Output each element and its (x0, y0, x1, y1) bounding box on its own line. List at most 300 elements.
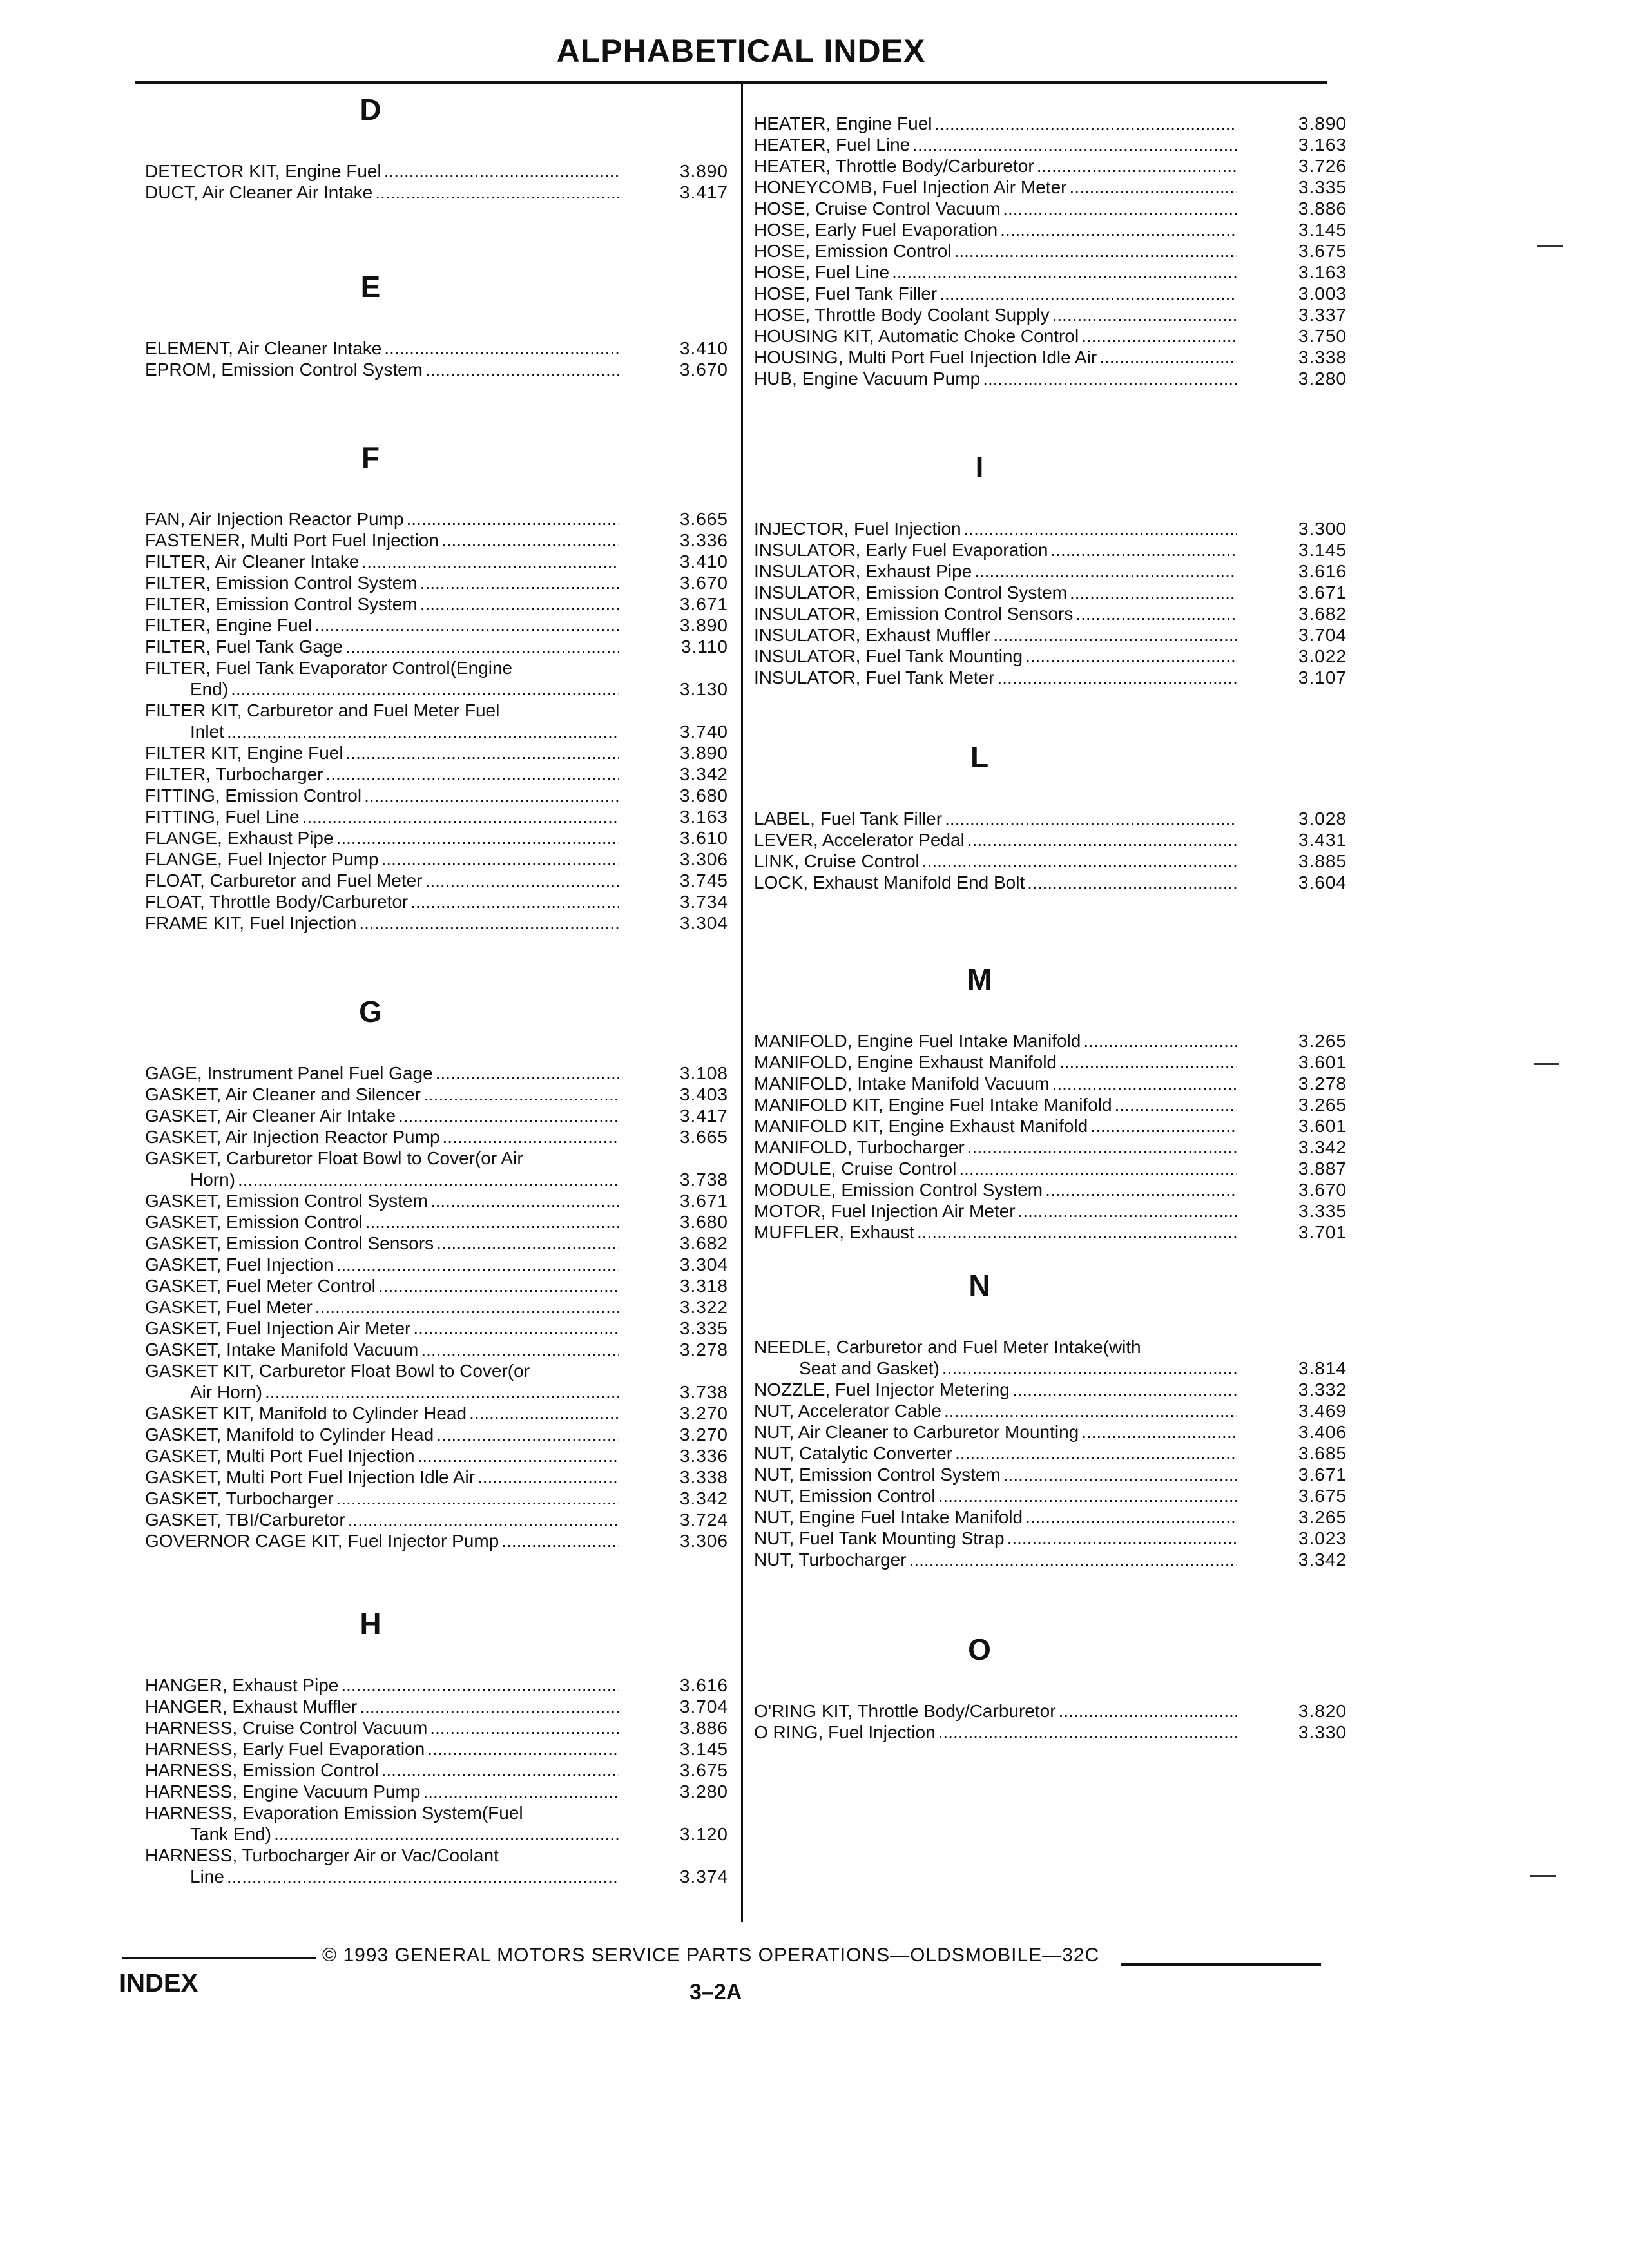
index-section (754, 1633, 1347, 1743)
entry-page: 3.886 (679, 1718, 728, 1738)
entry-page: 3.335 (1298, 1201, 1347, 1221)
index-entry (754, 624, 1347, 646)
entry-name: HARNESS, Evaporation Emission System(Fuel (145, 1803, 523, 1823)
entry-page: 3.738 (679, 1382, 728, 1402)
index-entry (145, 1126, 728, 1148)
entry-page: 3.342 (679, 1488, 728, 1508)
entry-name: HANGER, Exhaust Muffler (145, 1696, 358, 1716)
entry-name: INSULATOR, Exhaust Pipe (754, 561, 972, 581)
entry-page: 3.675 (679, 1760, 728, 1780)
section-letter: F (361, 441, 380, 474)
entry-page: 3.374 (679, 1867, 728, 1887)
entry-page: 3.107 (1298, 668, 1347, 687)
index-entry (145, 1802, 728, 1845)
entry-name: FLOAT, Carburetor and Fuel Meter (145, 870, 423, 890)
entry-name: NUT, Turbocharger (754, 1550, 907, 1570)
entry-page: 3.322 (679, 1297, 728, 1317)
entry-name: GAGE, Instrument Panel Fuel Gage (145, 1063, 433, 1083)
entry-page: 3.300 (1298, 519, 1347, 539)
entry-page: 3.604 (1298, 872, 1347, 892)
entry-page: 3.108 (679, 1063, 728, 1083)
entry-name: FLANGE, Exhaust Pipe (145, 828, 334, 848)
entry-name: GASKET, Manifold to Cylinder Head (145, 1425, 434, 1445)
index-entry (145, 636, 728, 657)
section-letter: E (360, 270, 381, 303)
index-entry (145, 338, 728, 359)
index-entry (145, 1466, 728, 1488)
index-entry (754, 539, 1347, 561)
index-entry (754, 113, 1347, 134)
index-entry (145, 1845, 728, 1887)
entry-name: MOTOR, Fuel Injection Air Meter (754, 1201, 1016, 1221)
entry-name: MANIFOLD, Turbocharger (754, 1137, 965, 1157)
index-entry (754, 1528, 1347, 1549)
index-entry (145, 764, 728, 785)
index-entry (145, 1675, 728, 1696)
entry-page: 3.336 (679, 1446, 728, 1466)
index-entry (754, 808, 1347, 829)
entry-name: FILTER, Engine Fuel (145, 615, 313, 635)
entry-page: 3.335 (1298, 177, 1347, 197)
entry-name-continued: End) (145, 679, 228, 699)
entry-name: DUCT, Air Cleaner Air Intake (145, 182, 373, 202)
index-entry (754, 368, 1347, 389)
entry-name: FRAME KIT, Fuel Injection (145, 913, 357, 933)
entry-page: 3.280 (679, 1782, 728, 1802)
index-entry (754, 134, 1347, 155)
section-letter: D (360, 93, 381, 126)
entry-name: HOSE, Cruise Control Vacuum (754, 198, 1001, 218)
entry-name: FILTER, Emission Control System (145, 594, 418, 614)
index-entry (754, 1400, 1347, 1421)
entry-page: 3.306 (679, 1531, 728, 1551)
index-entry (754, 646, 1347, 667)
margin-mark (1534, 1063, 1559, 1065)
entry-page: 3.338 (679, 1467, 728, 1487)
entry-page: 3.886 (1298, 198, 1347, 218)
index-entry (145, 785, 728, 806)
margin-mark (1530, 1875, 1556, 1877)
entry-page: 3.403 (679, 1084, 728, 1104)
index-entry (754, 283, 1347, 304)
section-letter: I (975, 450, 984, 484)
entry-name: GASKET, Emission Control (145, 1212, 363, 1232)
entry-name: FILTER, Fuel Tank Gage (145, 637, 343, 657)
entry-page: 3.670 (679, 573, 728, 593)
entry-page: 3.680 (679, 785, 728, 805)
entry-name: FILTER, Turbocharger (145, 764, 323, 784)
entry-name: GASKET, Air Injection Reactor Pump (145, 1127, 440, 1147)
entry-name: LINK, Cruise Control (754, 851, 920, 871)
section-letter: G (359, 995, 382, 1028)
entry-page: 3.431 (1298, 830, 1347, 850)
entry-name: HEATER, Fuel Line (754, 135, 911, 155)
index-section (754, 741, 1347, 893)
entry-name: MANIFOLD KIT, Engine Exhaust Manifold (754, 1116, 1088, 1136)
index-section (754, 113, 1347, 389)
entry-name: MUFFLER, Exhaust (754, 1222, 914, 1242)
index-entry (754, 1222, 1347, 1243)
entry-name-continued: Inlet (145, 722, 224, 742)
entry-name: INSULATOR, Exhaust Muffler (754, 625, 991, 645)
entry-name-continued: Air Horn) (145, 1382, 262, 1402)
entry-name: GASKET, Fuel Meter (145, 1297, 313, 1317)
index-entry (145, 891, 728, 912)
index-entry (145, 1233, 728, 1254)
entry-name: HUB, Engine Vacuum Pump (754, 369, 981, 389)
page-title: ALPHABETICAL INDEX (556, 33, 926, 69)
entry-page: 3.704 (679, 1696, 728, 1716)
entry-name: HOUSING, Multi Port Fuel Injection Idle Air (754, 347, 1097, 367)
entry-name: GASKET, TBI/Carburetor (145, 1510, 345, 1530)
entry-name: O'RING KIT, Throttle Body/Carburetor (754, 1701, 1056, 1721)
entry-name: GASKET, Intake Manifold Vacuum (145, 1340, 419, 1360)
entry-page: 3.410 (679, 338, 728, 358)
index-entry (145, 1781, 728, 1802)
section-letter: N (969, 1269, 990, 1302)
index-section (754, 963, 1347, 1243)
entry-page: 3.330 (1298, 1722, 1347, 1742)
entry-page: 3.130 (679, 679, 728, 699)
entry-name-continued: Horn) (145, 1169, 235, 1189)
index-section (145, 271, 728, 380)
entry-name: HONEYCOMB, Fuel Injection Air Meter (754, 177, 1067, 197)
entry-page: 3.306 (679, 849, 728, 869)
entry-page: 3.278 (1298, 1073, 1347, 1093)
entry-page: 3.885 (1298, 851, 1347, 871)
entry-page: 3.163 (1298, 135, 1347, 155)
entry-name: FLANGE, Fuel Injector Pump (145, 849, 379, 869)
index-entry (145, 1318, 728, 1339)
entry-name: NEEDLE, Carburetor and Fuel Meter Intake(with (754, 1337, 1141, 1357)
entry-page: 3.665 (679, 1127, 728, 1147)
entry-page: 3.671 (679, 594, 728, 614)
entry-name: GASKET, Emission Control System (145, 1191, 428, 1211)
entry-page: 3.726 (1298, 156, 1347, 176)
entry-page: 3.145 (1298, 220, 1347, 240)
entry-name: GASKET, Air Cleaner Air Intake (145, 1106, 396, 1126)
entry-page: 3.304 (679, 913, 728, 933)
entry-name: HOSE, Throttle Body Coolant Supply (754, 305, 1050, 325)
entry-name: INJECTOR, Fuel Injection (754, 519, 961, 539)
entry-name: HARNESS, Cruise Control Vacuum (145, 1718, 428, 1738)
index-entry (754, 1379, 1347, 1400)
index-entry (754, 872, 1347, 893)
index-entry (145, 1530, 728, 1552)
entry-page: 3.469 (1298, 1401, 1347, 1421)
index-entry (754, 667, 1347, 688)
index-entry (754, 603, 1347, 624)
title-rule (135, 81, 1327, 84)
entry-name: GASKET, Emission Control Sensors (145, 1233, 434, 1253)
entry-name: NOZZLE, Fuel Injector Metering (754, 1379, 1010, 1399)
index-entry (145, 849, 728, 870)
index-entry (145, 572, 728, 593)
entry-name: GASKET, Fuel Injection (145, 1254, 334, 1274)
index-entry (145, 742, 728, 764)
entry-page: 3.145 (1298, 540, 1347, 560)
index-section (754, 451, 1347, 688)
footer-section-label: INDEX (119, 1969, 198, 1997)
index-entry (145, 700, 728, 742)
index-section (145, 441, 728, 934)
index-entry (754, 1073, 1347, 1094)
index-entry (754, 262, 1347, 283)
entry-page: 3.336 (679, 530, 728, 550)
entry-name: INSULATOR, Fuel Tank Meter (754, 668, 995, 687)
entry-name: NUT, Fuel Tank Mounting Strap (754, 1528, 1005, 1548)
entry-page: 3.671 (1298, 1465, 1347, 1485)
entry-page: 3.670 (1298, 1180, 1347, 1200)
index-entry (754, 582, 1347, 603)
section-letter: L (970, 740, 989, 774)
entry-page: 3.110 (681, 637, 728, 657)
index-entry (754, 1137, 1347, 1158)
entry-name: HOSE, Fuel Tank Filler (754, 284, 938, 303)
entry-name: FITTING, Fuel Line (145, 807, 300, 827)
entry-page: 3.342 (679, 764, 728, 784)
entry-page: 3.675 (1298, 241, 1347, 261)
entry-name: GASKET, Multi Port Fuel Injection (145, 1446, 415, 1466)
index-section (145, 93, 728, 203)
index-entry (754, 1700, 1347, 1722)
entry-page: 3.890 (1298, 113, 1347, 133)
entry-page: 3.120 (679, 1824, 728, 1844)
index-entry (145, 1445, 728, 1466)
entry-name: ELEMENT, Air Cleaner Intake (145, 338, 382, 358)
entry-page: 3.265 (1298, 1507, 1347, 1527)
entry-page: 3.890 (679, 743, 728, 763)
entry-name: NUT, Air Cleaner to Carburetor Mounting (754, 1422, 1079, 1442)
entry-name: MANIFOLD, Intake Manifold Vacuum (754, 1073, 1050, 1093)
entry-page: 3.601 (1298, 1116, 1347, 1136)
index-entry (145, 1084, 728, 1105)
index-entry (754, 219, 1347, 240)
index-entry (145, 593, 728, 615)
entry-page: 3.750 (1298, 326, 1347, 346)
index-entry (754, 240, 1347, 262)
entry-page: 3.682 (1298, 604, 1347, 624)
entry-name: INSULATOR, Emission Control Sensors (754, 604, 1074, 624)
entry-page: 3.890 (679, 615, 728, 635)
index-entry (754, 561, 1347, 582)
entry-page: 3.270 (679, 1425, 728, 1445)
entry-page: 3.406 (1298, 1422, 1347, 1442)
index-entry (754, 1722, 1347, 1743)
entry-name: MANIFOLD, Engine Fuel Intake Manifold (754, 1031, 1081, 1051)
index-entry (145, 1738, 728, 1760)
entry-page: 3.163 (679, 807, 728, 827)
entry-name: MANIFOLD KIT, Engine Fuel Intake Manifold (754, 1095, 1112, 1115)
index-entry (754, 1464, 1347, 1485)
entry-name: LABEL, Fuel Tank Filler (754, 809, 943, 829)
entry-name: DETECTOR KIT, Engine Fuel (145, 161, 381, 181)
index-entry (754, 1158, 1347, 1179)
index-entry (145, 870, 728, 891)
entry-page: 3.738 (679, 1169, 728, 1189)
index-entry (754, 1200, 1347, 1222)
index-entry (145, 160, 728, 182)
index-entry (145, 1211, 728, 1233)
entry-name: HOSE, Fuel Line (754, 262, 890, 282)
index-entry (754, 518, 1347, 539)
entry-name: FILTER KIT, Engine Fuel (145, 743, 343, 763)
entry-name: HARNESS, Engine Vacuum Pump (145, 1782, 421, 1802)
index-entry (754, 1094, 1347, 1115)
entry-page: 3.338 (1298, 347, 1347, 367)
index-entry (754, 347, 1347, 368)
entry-name: NUT, Emission Control System (754, 1465, 1001, 1485)
entry-page: 3.023 (1298, 1528, 1347, 1548)
footer-page-number: 3–2A (689, 1980, 742, 2004)
entry-name: GASKET, Multi Port Fuel Injection Idle Air (145, 1467, 475, 1487)
entry-name: HANGER, Exhaust Pipe (145, 1675, 339, 1695)
entry-page: 3.670 (679, 360, 728, 380)
index-entry (754, 1030, 1347, 1052)
index-entry (145, 1717, 728, 1738)
index-entry (145, 359, 728, 380)
entry-name: FLOAT, Throttle Body/Carburetor (145, 892, 409, 912)
index-section (754, 1269, 1347, 1570)
index-section (145, 1608, 728, 1887)
entry-name: FILTER, Emission Control System (145, 573, 418, 593)
index-entry (145, 1148, 728, 1190)
entry-name: HARNESS, Emission Control (145, 1760, 379, 1780)
index-entry (754, 325, 1347, 347)
entry-name: HARNESS, Turbocharger Air or Vac/Coolant (145, 1845, 499, 1865)
entry-name: FILTER KIT, Carburetor and Fuel Meter Fuel (145, 700, 500, 720)
index-entry (145, 530, 728, 551)
entry-page: 3.278 (679, 1340, 728, 1360)
index-entry (145, 912, 728, 934)
entry-page: 3.335 (679, 1318, 728, 1338)
index-entry (754, 1485, 1347, 1506)
entry-page: 3.410 (679, 552, 728, 572)
index-entry (754, 1052, 1347, 1073)
index-entry (754, 1115, 1347, 1137)
entry-page: 3.701 (1298, 1222, 1347, 1242)
entry-name: HOSE, Emission Control (754, 241, 952, 261)
entry-page: 3.417 (679, 1106, 728, 1126)
entry-page: 3.616 (1298, 561, 1347, 581)
entry-name: FILTER, Fuel Tank Evaporator Control(Engine (145, 658, 513, 678)
entry-page: 3.740 (679, 722, 728, 742)
margin-mark (1537, 245, 1563, 247)
index-entry (145, 806, 728, 827)
section-letter: O (968, 1633, 991, 1666)
index-entry (145, 1424, 728, 1445)
index-entry (145, 1696, 728, 1717)
entry-page: 3.665 (679, 509, 728, 529)
entry-name: GASKET, Carburetor Float Bowl to Cover(or Air (145, 1148, 523, 1168)
entry-name: MODULE, Cruise Control (754, 1158, 957, 1178)
entry-page: 3.675 (1298, 1486, 1347, 1506)
index-entry (754, 1179, 1347, 1200)
index-entry (754, 850, 1347, 872)
entry-name: HOUSING KIT, Automatic Choke Control (754, 326, 1079, 346)
index-entry (754, 1336, 1347, 1379)
index-entry (145, 1509, 728, 1530)
index-entry (145, 657, 728, 700)
entry-name: EPROM, Emission Control System (145, 360, 423, 380)
entry-name-continued: Tank End) (145, 1824, 271, 1844)
index-entry (145, 1488, 728, 1509)
index-entry (754, 829, 1347, 850)
entry-name: HOSE, Early Fuel Evaporation (754, 220, 998, 240)
entry-page: 3.601 (1298, 1052, 1347, 1072)
entry-name: NUT, Emission Control (754, 1486, 936, 1506)
entry-page: 3.304 (679, 1254, 728, 1274)
entry-name: GASKET, Turbocharger (145, 1488, 334, 1508)
entry-name: HARNESS, Early Fuel Evaporation (145, 1739, 425, 1759)
entry-page: 3.028 (1298, 809, 1347, 829)
entry-name: MODULE, Emission Control System (754, 1180, 1043, 1200)
index-entry (145, 615, 728, 636)
entry-name: GASKET, Air Cleaner and Silencer (145, 1084, 421, 1104)
entry-name: HEATER, Engine Fuel (754, 113, 932, 133)
entry-name: GASKET, Fuel Meter Control (145, 1276, 376, 1296)
entry-name: GASKET KIT, Manifold to Cylinder Head (145, 1403, 467, 1423)
column-divider (741, 82, 743, 1922)
index-section (145, 995, 728, 1552)
entry-name: INSULATOR, Early Fuel Evaporation (754, 540, 1048, 560)
entry-name: INSULATOR, Fuel Tank Mounting (754, 646, 1023, 666)
index-entry (145, 1360, 728, 1403)
entry-name: FAN, Air Injection Reactor Pump (145, 509, 404, 529)
entry-name: O RING, Fuel Injection (754, 1722, 936, 1742)
entry-page: 3.265 (1298, 1031, 1347, 1051)
entry-name-continued: Seat and Gasket) (754, 1358, 940, 1378)
entry-name: HEATER, Throttle Body/Carburetor (754, 156, 1034, 176)
entry-name-continued: Line (145, 1867, 224, 1887)
index-entry (145, 1254, 728, 1275)
entry-page: 3.616 (679, 1675, 728, 1695)
entry-page: 3.734 (679, 892, 728, 912)
entry-page: 3.890 (679, 161, 728, 181)
entry-name: LEVER, Accelerator Pedal (754, 830, 965, 850)
index-entry (145, 1760, 728, 1781)
section-letter: H (360, 1607, 381, 1640)
entry-page: 3.318 (679, 1276, 728, 1296)
entry-name: GASKET, Fuel Injection Air Meter (145, 1318, 411, 1338)
index-entry (145, 1105, 728, 1126)
entry-page: 3.417 (679, 182, 728, 202)
index-entry (145, 182, 728, 203)
entry-name: INSULATOR, Emission Control System (754, 582, 1067, 602)
index-entry (754, 1549, 1347, 1570)
entry-page: 3.820 (1298, 1701, 1347, 1721)
entry-page: 3.814 (1298, 1358, 1347, 1378)
index-entry (145, 1403, 728, 1424)
index-entry (145, 1275, 728, 1296)
entry-name: GASKET KIT, Carburetor Float Bowl to Cover(or (145, 1361, 530, 1381)
entry-name: FILTER, Air Cleaner Intake (145, 552, 360, 572)
entry-page: 3.280 (1298, 369, 1347, 389)
index-entry (145, 508, 728, 530)
entry-name: NUT, Accelerator Cable (754, 1401, 942, 1421)
index-entry (754, 1506, 1347, 1528)
entry-name: FASTENER, Multi Port Fuel Injection (145, 530, 439, 550)
index-entry (754, 304, 1347, 325)
footer-rule-right (1121, 1963, 1321, 1966)
entry-page: 3.887 (1298, 1158, 1347, 1178)
entry-name: NUT, Engine Fuel Intake Manifold (754, 1507, 1023, 1527)
index-entry (145, 827, 728, 849)
entry-name: FITTING, Emission Control (145, 785, 362, 805)
entry-page: 3.685 (1298, 1443, 1347, 1463)
footer-copyright: © 1993 GENERAL MOTORS SERVICE PARTS OPERATIONS—OLDSMOBILE—32C (322, 1945, 1100, 1966)
entry-page: 3.671 (679, 1191, 728, 1211)
